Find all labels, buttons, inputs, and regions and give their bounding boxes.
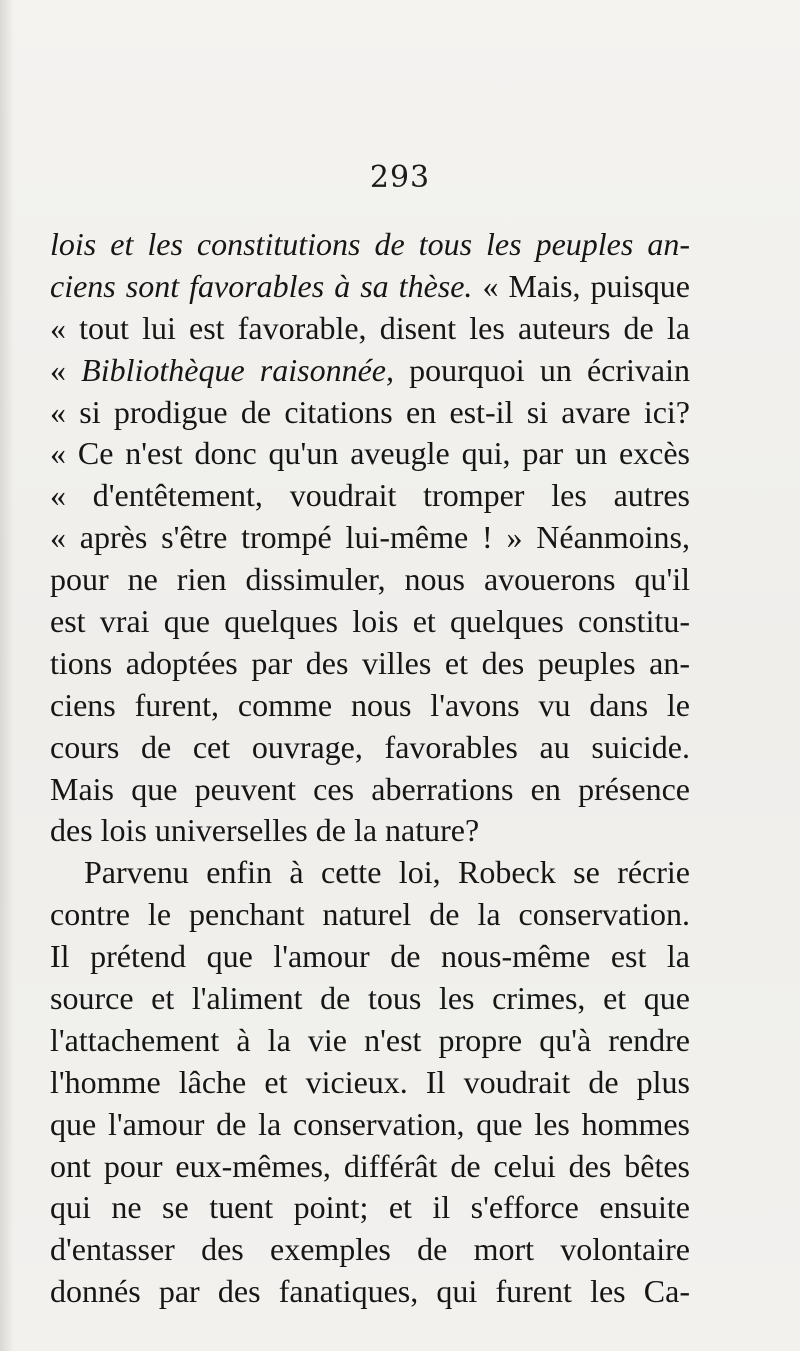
text-segment: Mais que peuvent ces aberrations en présence <box>50 770 690 807</box>
text-line <box>50 308 690 350</box>
italic-text: lois et les constitutions de tous les peuples an- <box>50 226 690 262</box>
text-segment: « tout lui est favorable, disent les auteurs de la <box>50 309 690 346</box>
text-segment: source et l'aliment de tous les crimes, et que <box>50 980 690 1017</box>
text-line <box>50 810 690 852</box>
text-segment: ont pour eux-mêmes, différât de celui des bêtes <box>50 1147 690 1184</box>
text-segment: l'homme lâche et vicieux. Il voudrait de plus <box>50 1063 690 1100</box>
text-line <box>50 392 690 434</box>
text-line <box>50 1271 690 1313</box>
text-segment: ciens furent, comme nous l'avons vu dans le <box>50 686 690 723</box>
text-segment: que l'amour de la conservation, que les hommes <box>50 1105 690 1142</box>
text-line <box>50 1062 690 1104</box>
text-segment: « si prodigue de citations en est-il si avare ici? <box>50 393 690 430</box>
text-line <box>50 769 690 811</box>
text-line <box>50 1229 690 1271</box>
text-line <box>50 685 690 727</box>
page-number: 293 <box>369 160 431 195</box>
text-segment: tions adoptées par des villes et des peuples an- <box>50 644 690 681</box>
text-line <box>50 433 690 475</box>
text-segment: contre le penchant naturel de la conservation. <box>50 896 690 933</box>
text-segment: « <box>50 351 82 388</box>
text-line <box>50 601 690 643</box>
text-line <box>50 978 690 1020</box>
text-line <box>50 266 690 308</box>
text-segment: des lois universelles de la nature? <box>50 812 480 849</box>
text-segment: est vrai que quelques lois et quelques constitu- <box>50 603 690 640</box>
text-segment: « Mais, puisque <box>472 267 691 304</box>
text-line <box>50 224 690 266</box>
text-segment: Parvenu enfin à cette loi, Robeck se récrie <box>84 854 690 891</box>
text-line <box>50 894 690 936</box>
text-segment: pourquoi un écrivain <box>394 351 691 388</box>
text-segment: « d'entêtement, voudrait tromper les autres <box>50 477 690 514</box>
body-text <box>50 224 690 1313</box>
text-line <box>50 1146 690 1188</box>
italic-text: ciens sont favorables à sa thèse. <box>50 267 473 304</box>
text-line <box>50 517 690 559</box>
scan-edge-shadow <box>0 0 14 1351</box>
text-segment: d'entasser des exemples de mort volontaire <box>50 1231 690 1268</box>
text-line <box>50 727 690 769</box>
text-segment: qui ne se tuent point; et il s'efforce ensuite <box>50 1189 690 1226</box>
text-line <box>50 643 690 685</box>
text-segment: « Ce n'est donc qu'un aveugle qui, par un excès <box>50 435 690 472</box>
text-line <box>50 475 690 517</box>
text-segment: « après s'être trompé lui-même ! » Néanmoins, <box>50 519 690 556</box>
text-line <box>50 936 690 978</box>
text-segment: Il prétend que l'amour de nous-même est la <box>50 938 690 975</box>
text-line <box>50 852 690 894</box>
text-line <box>50 1020 690 1062</box>
text-segment: cours de cet ouvrage, favorables au suicide. <box>50 728 690 765</box>
text-line <box>50 350 690 392</box>
text-segment: donnés par des fanatiques, qui furent les Ca- <box>50 1273 690 1310</box>
text-line <box>50 559 690 601</box>
text-segment: pour ne rien dissimuler, nous avouerons qu'il <box>50 561 690 598</box>
text-segment: l'attachement à la vie n'est propre qu'à rendre <box>50 1021 690 1058</box>
text-line <box>50 1187 690 1229</box>
text-line <box>50 1104 690 1146</box>
italic-text: Bibliothèque raisonnée, <box>81 351 394 388</box>
